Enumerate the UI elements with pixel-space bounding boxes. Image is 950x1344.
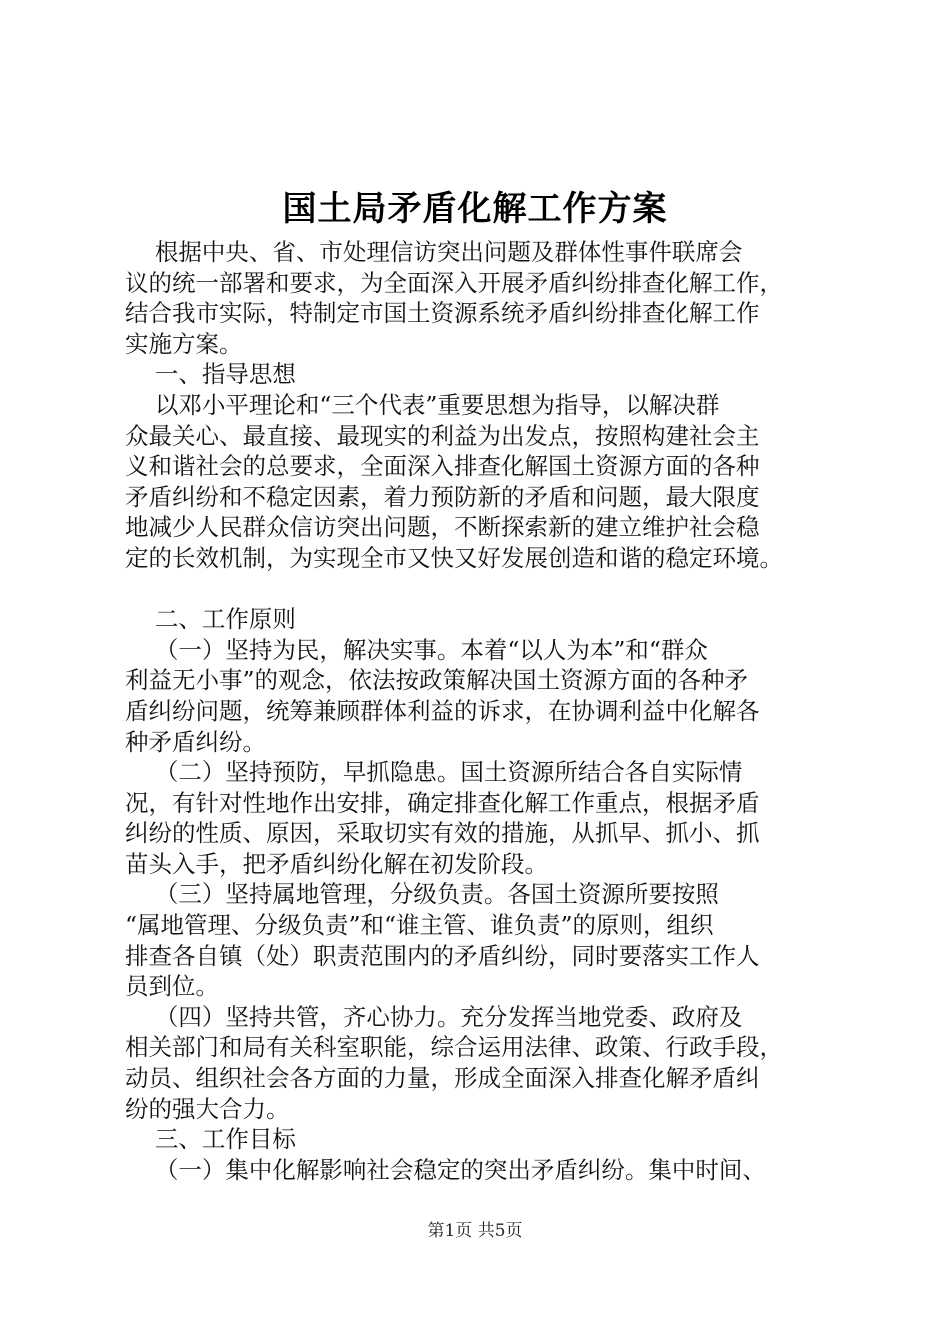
text-line: 纷的强大合力。 [125, 1094, 290, 1123]
text-line: 利益无小事”的观念，依法按政策解决国土资源方面的各种矛 [125, 666, 749, 695]
text-line: 种矛盾纠纷。 [125, 727, 266, 756]
text-line: （一）集中化解影响社会稳定的突出矛盾纠纷。集中时间、 [125, 1155, 766, 1184]
text-line: 二、工作原则 [125, 605, 296, 634]
text-line: 排查各自镇（处）职责范围内的矛盾纠纷，同时要落实工作人 [125, 941, 760, 970]
text-line: （三）坚持属地管理，分级负责。各国土资源所要按照 [125, 880, 719, 909]
text-line: 定的长效机制，为实现全市又快又好发展创造和谐的稳定环境。 [125, 543, 783, 572]
text-line: 实施方案。 [125, 329, 243, 358]
text-line: 员到位。 [125, 972, 219, 1001]
document-title: 国土局矛盾化解工作方案 [282, 189, 668, 229]
text-line: 义和谐社会的总要求，全面深入排查化解国土资源方面的各种 [125, 452, 760, 481]
text-line: “属地管理、分级负责”和“谁主管、谁负责”的原则，组织 [125, 911, 714, 940]
text-line: 议的统一部署和要求，为全面深入开展矛盾纠纷排查化解工作， [125, 268, 783, 297]
text-line: （四）坚持共管，齐心协力。充分发挥当地党委、政府及 [125, 1002, 743, 1031]
text-line: 苗头入手，把矛盾纠纷化解在初发阶段。 [125, 849, 548, 878]
text-line: 地减少人民群众信访突出问题，不断探索新的建立维护社会稳 [125, 513, 760, 542]
document-body [125, 237, 837, 1185]
text-line: 一、指导思想 [125, 360, 296, 389]
text-line: 纠纷的性质、原因，采取切实有效的措施，从抓早、抓小、抓 [125, 819, 760, 848]
text-line: （一）坚持为民，解决实事。本着“以人为本”和“群众 [125, 635, 708, 664]
text-line: 况，有针对性地作出安排，确定排查化解工作重点，根据矛盾 [125, 788, 760, 817]
text-line: 以邓小平理论和“三个代表”重要思想为指导，以解决群 [125, 390, 720, 419]
text-line [125, 574, 837, 605]
page-footer: 第1页 共5页 [427, 1221, 523, 1241]
text-line: 三、工作目标 [125, 1125, 296, 1154]
text-line: 根据中央、省、市处理信访突出问题及群体性事件联席会 [125, 238, 743, 266]
text-line: 相关部门和局有关科室职能，综合运用法律、政策、行政手段， [125, 1033, 783, 1062]
text-line: 动员、组织社会各方面的力量，形成全面深入排查化解矛盾纠 [125, 1064, 760, 1093]
text-line: 盾纠纷问题，统筹兼顾群体利益的诉求，在协调利益中化解各 [125, 696, 760, 725]
text-line: 矛盾纠纷和不稳定因素，着力预防新的矛盾和问题，最大限度 [125, 482, 760, 511]
text-line: 结合我市实际，特制定市国土资源系统矛盾纠纷排查化解工作 [125, 299, 760, 328]
text-line: （二）坚持预防，早抓隐患。国土资源所结合各自实际情 [125, 758, 743, 787]
text-line: 众最关心、最直接、最现实的利益为出发点，按照构建社会主 [125, 421, 760, 450]
